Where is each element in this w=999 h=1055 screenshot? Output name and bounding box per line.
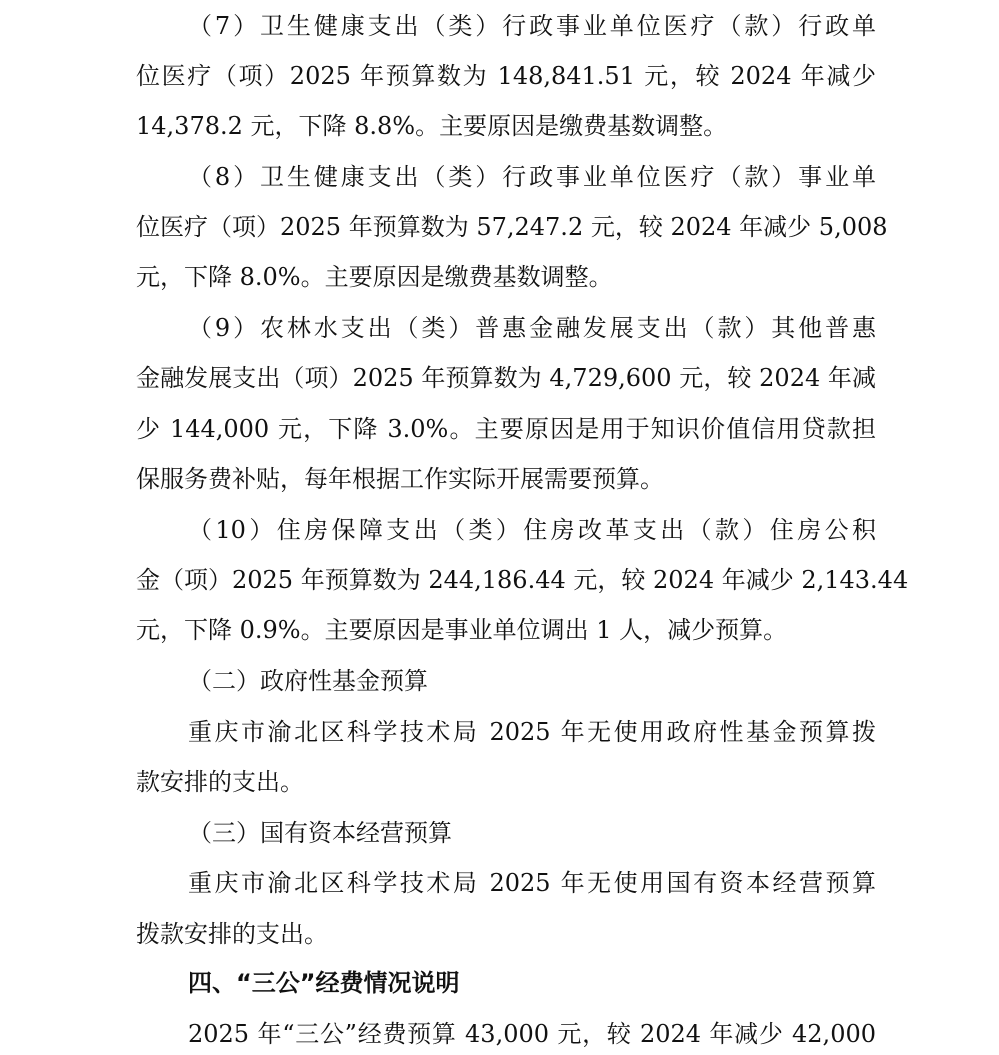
item-10-line-2: 金（项）2025 年预算数为 244,186.44 元，较 2024 年减少 2,143.44 bbox=[136, 566, 909, 594]
item-7-line-3: 14,378.2 元，下降 8.8%。主要原因是缴费基数调整。 bbox=[136, 112, 728, 140]
item-9-line-1: （9）农林水支出（类）普惠金融发展支出（款）其他普惠 bbox=[188, 314, 876, 342]
item-9-line-3: 少 144,000 元，下降 3.0%。主要原因是用于知识价值信用贷款担 bbox=[136, 415, 876, 443]
section-heading-three-public-expenses: 四、“三公”经费情况说明 bbox=[188, 969, 460, 997]
three-public-expenses-line-1: 2025 年“三公”经费预算 43,000 元，较 2024 年减少 42,000 bbox=[188, 1020, 876, 1048]
item-10-line-1: （10）住房保障支出（类）住房改革支出（款）住房公积 bbox=[188, 516, 876, 544]
item-8-line-2: 位医疗（项）2025 年预算数为 57,247.2 元，较 2024 年减少 5,008 bbox=[136, 213, 888, 241]
item-10-line-3: 元，下降 0.9%。主要原因是事业单位调出 1 人，减少预算。 bbox=[136, 616, 788, 644]
item-7-line-2: 位医疗（项）2025 年预算数为 148,841.51 元，较 2024 年减少 bbox=[136, 62, 876, 90]
section-heading-state-capital: （三）国有资本经营预算 bbox=[188, 819, 452, 847]
item-8-line-1: （8）卫生健康支出（类）行政事业单位医疗（款）事业单 bbox=[188, 163, 876, 191]
government-fund-line-1: 重庆市渝北区科学技术局 2025 年无使用政府性基金预算拨 bbox=[188, 718, 876, 746]
item-7-line-1: （7）卫生健康支出（类）行政事业单位医疗（款）行政单 bbox=[188, 12, 876, 40]
state-capital-line-1: 重庆市渝北区科学技术局 2025 年无使用国有资本经营预算 bbox=[188, 869, 876, 897]
state-capital-line-2: 拨款安排的支出。 bbox=[136, 920, 328, 948]
section-heading-government-fund: （二）政府性基金预算 bbox=[188, 667, 428, 695]
item-9-line-2: 金融发展支出（项）2025 年预算数为 4,729,600 元，较 2024 年减 bbox=[136, 364, 876, 392]
item-9-line-4: 保服务费补贴，每年根据工作实际开展需要预算。 bbox=[136, 465, 664, 493]
item-8-line-3: 元，下降 8.0%。主要原因是缴费基数调整。 bbox=[136, 263, 613, 291]
government-fund-line-2: 款安排的支出。 bbox=[136, 768, 304, 796]
